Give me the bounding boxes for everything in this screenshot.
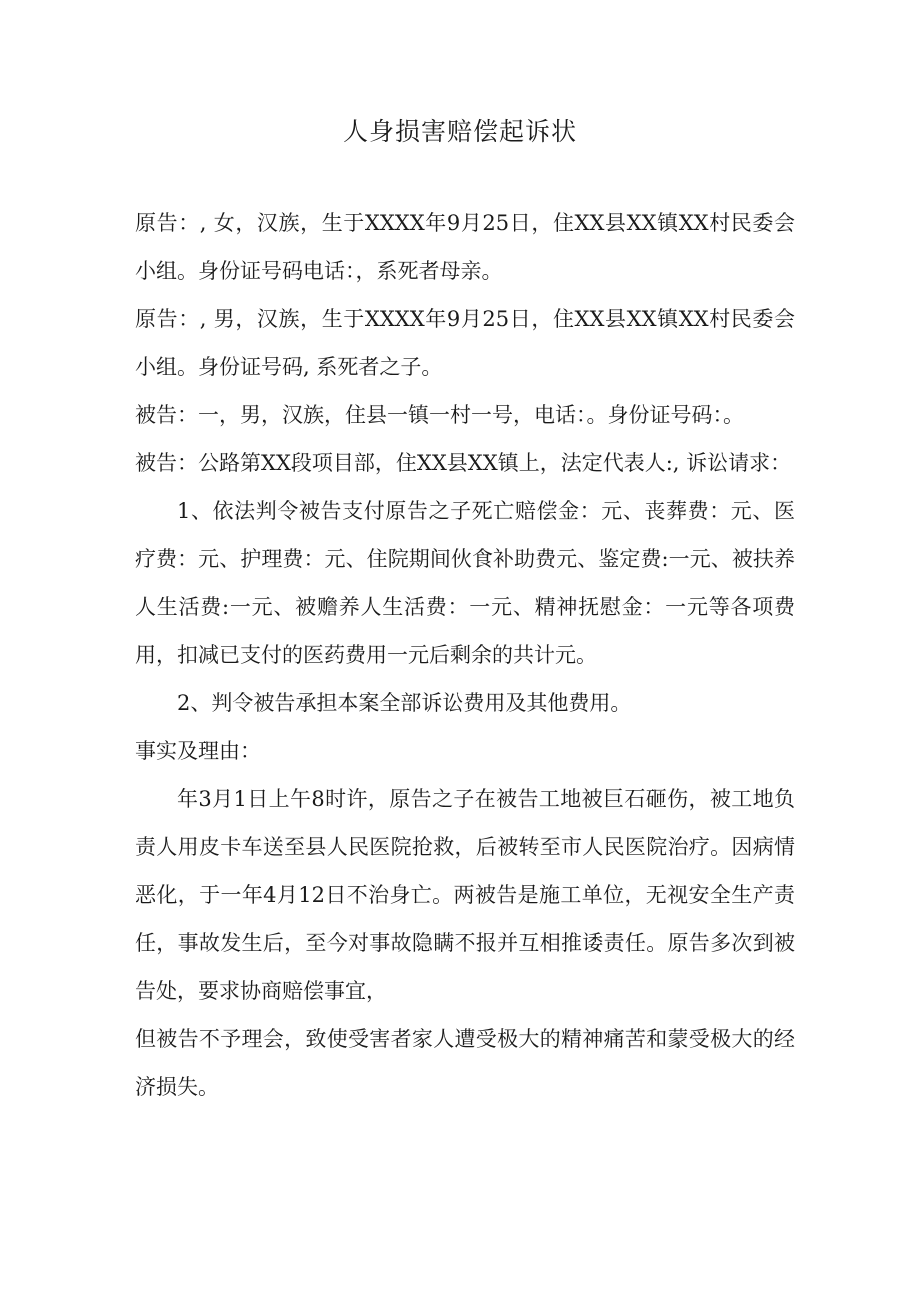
defendant-1-paragraph: 被告：一，男，汉族，住县一镇一村一号，电话：。身份证号码：。 (135, 403, 744, 427)
claim-2-paragraph: 2、判令被告承担本案全部诉讼费用及其他费用。 (177, 691, 632, 715)
plaintiff-2-paragraph: 原告：, 男，汉族，生于XXXX年9月25日，住XX县XX镇XX村民委会小组。身份证号码, 系死者之子。 (135, 307, 795, 379)
plaintiff-1-paragraph: 原告：, 女，汉族，生于XXXX年9月25日，住XX县XX镇XX村民委会小组。身份证号码电话：，系死者母亲。 (135, 211, 795, 283)
document-title: 人身损害赔偿起诉状 (342, 117, 577, 146)
defendant-2-paragraph: 被告：公路第XX段项目部，住XX县XX镇上，法定代表人:, 诉讼请求： (135, 451, 792, 475)
claim-1-paragraph: 1、依法判令被告支付原告之子死亡赔偿金：元、丧葬费：元、医疗费：元、护理费：元、住院期间伙食补助费元、鉴定费:一元、被扶养人生活费:一元、被赡养人生活费：一元、精神抚慰金：一元等各项费用，扣减已支付的医药费用一元后剩余的共计元。 (135, 499, 795, 667)
facts-paragraph-1: 年3月1日上午8时许，原告之子在被告工地被巨石砸伤，被工地负责人用皮卡车送至县人民医院抢救，后被转至市人民医院治疗。因病情恶化，于一年4月12日不治身亡。两被告是施工单位，无视安全生产责任，事故发生后，至今对事故隐瞒不报并互相推诿责任。原告多次到被告处，要求协商赔偿事宜， (135, 787, 795, 1003)
document-body (135, 199, 795, 1111)
facts-paragraph-2: 但被告不予理会，致使受害者家人遭受极大的精神痛苦和蒙受极大的经济损失。 (135, 1027, 795, 1099)
facts-heading: 事实及理由： (135, 739, 261, 763)
